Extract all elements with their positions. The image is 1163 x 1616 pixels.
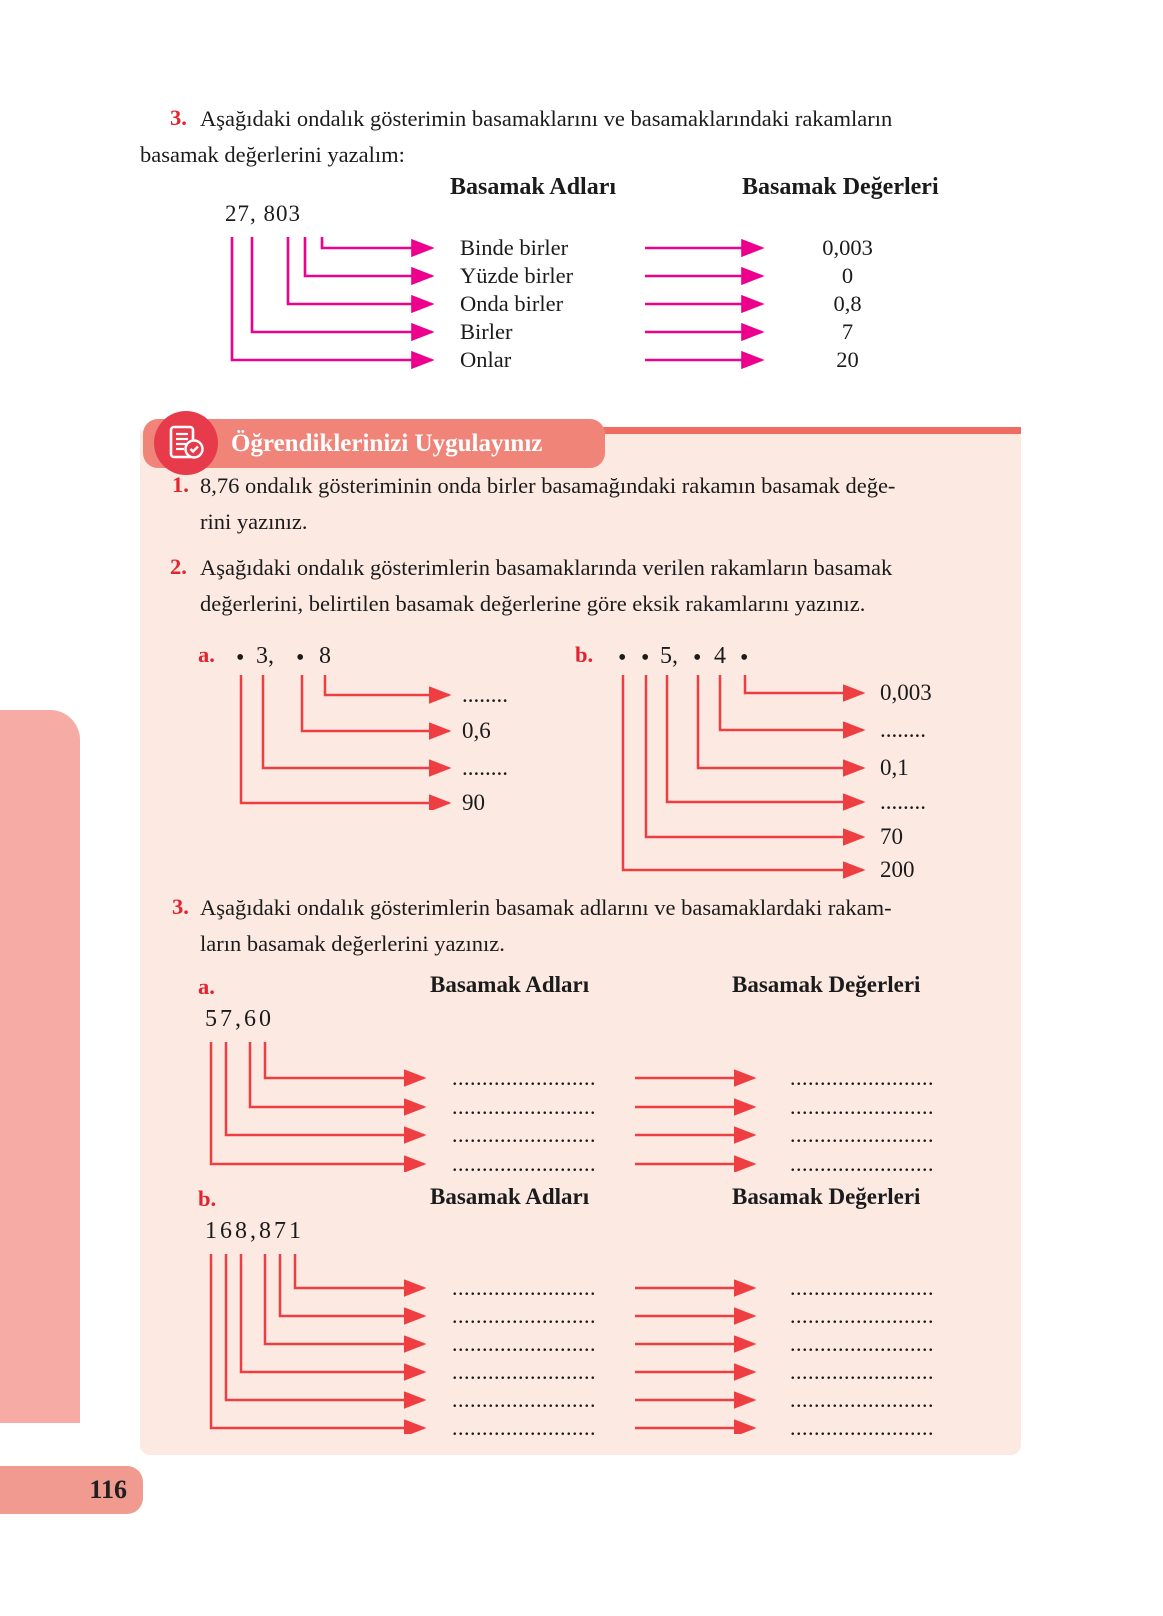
checklist-icon-glyph bbox=[167, 424, 205, 462]
ex3b-value-blank: ........................ bbox=[790, 1303, 934, 1328]
ex3b-name-blank: ........................ bbox=[452, 1275, 596, 1300]
place-name: Yüzde birler bbox=[460, 263, 574, 288]
ex3b-decimal-number: 168,871 bbox=[205, 1218, 304, 1244]
ex3b-name-blank: ........................ bbox=[452, 1303, 596, 1328]
ex2a-label: a. bbox=[198, 642, 215, 667]
ex3b-name-blank: ........................ bbox=[452, 1415, 596, 1440]
ex2b-digit: 5, bbox=[660, 643, 678, 669]
ex3b-value-blank: ........................ bbox=[790, 1331, 934, 1356]
place-name: Onlar bbox=[460, 347, 512, 372]
panel-top-bar bbox=[596, 427, 1021, 434]
ex3a-decimal-number: 57,60 bbox=[205, 1006, 274, 1032]
ex3b-name-blank: ........................ bbox=[452, 1387, 596, 1412]
ex3a-value-blank: ........................ bbox=[790, 1151, 934, 1176]
ex3a-value-blank: ........................ bbox=[790, 1065, 934, 1090]
item3-line2: ların basamak değerlerini yazınız. bbox=[200, 931, 505, 956]
example-header-place-names: Basamak Adları bbox=[450, 174, 617, 200]
place-value: 20 bbox=[836, 347, 859, 372]
ex2a-connector-arrows bbox=[230, 670, 470, 810]
ex2b-label: b. bbox=[575, 642, 594, 667]
example-decimal-number: 27, 803 bbox=[225, 201, 301, 226]
ex2a-digit: 8 bbox=[319, 643, 331, 669]
ex3b-name-blank: ........................ bbox=[452, 1359, 596, 1384]
ex2b-answer: 200 bbox=[880, 857, 915, 882]
ex2a-answer: 0,6 bbox=[462, 718, 491, 743]
ex3a-name-blank: ........................ bbox=[452, 1151, 596, 1176]
ex3b-header-place-values: Basamak Değerleri bbox=[732, 1184, 921, 1209]
ex2b-digit: 4 bbox=[714, 643, 726, 669]
ex3a-header-place-values: Basamak Değerleri bbox=[732, 972, 921, 997]
ex2b-digit: • bbox=[740, 645, 749, 671]
checklist-icon bbox=[154, 411, 218, 475]
ex2b-digit: • bbox=[618, 645, 627, 671]
ex3a-value-blank: ........................ bbox=[790, 1122, 934, 1147]
ex3b-value-blank: ........................ bbox=[790, 1415, 934, 1440]
place-name: Onda birler bbox=[460, 291, 564, 316]
example-intro-line2: basamak değerlerini yazalım: bbox=[140, 142, 405, 167]
ex2b-answer: 70 bbox=[880, 824, 903, 849]
ex2b-answer: ........ bbox=[880, 717, 926, 742]
ex2b-answer: 0,003 bbox=[880, 680, 932, 705]
place-value: 7 bbox=[841, 319, 854, 344]
place-value: 0,003 bbox=[822, 235, 873, 260]
item1-number: 1. bbox=[172, 472, 189, 497]
ex3b-value-blank: ........................ bbox=[790, 1275, 934, 1300]
item1-line1: 8,76 ondalık gösteriminin onda birler basamağındaki rakamın basamak değe- bbox=[200, 473, 896, 498]
ex2b-connector-arrows bbox=[612, 670, 878, 880]
page-number-box bbox=[0, 1466, 143, 1514]
practice-title: Öğrendiklerinizi Uygulayınız bbox=[231, 430, 543, 457]
example-item-number: 3. bbox=[170, 105, 187, 130]
ex2a-answer: 90 bbox=[462, 790, 485, 815]
item2-line2: değerlerini, belirtilen basamak değerlerine göre eksik rakamlarını yazınız. bbox=[200, 591, 866, 616]
ex2b-digit: • bbox=[693, 645, 702, 671]
ex3b-label: b. bbox=[198, 1186, 217, 1211]
ex2b-digit: • bbox=[641, 645, 650, 671]
ex2a-answer: ........ bbox=[462, 755, 508, 780]
ex3a-name-blank: ........................ bbox=[452, 1122, 596, 1147]
ex3b-value-blank: ........................ bbox=[790, 1359, 934, 1384]
ex2b-answer: 0,1 bbox=[880, 755, 909, 780]
ex2a-answer: ........ bbox=[462, 682, 508, 707]
example-intro-line1: Aşağıdaki ondalık gösterimin basamaklarını ve basamaklarındaki rakamların bbox=[200, 106, 893, 131]
place-value: 0 bbox=[841, 263, 854, 288]
item2-line1: Aşağıdaki ondalık gösterimlerin basamaklarında verilen rakamların basamak bbox=[200, 555, 893, 580]
item3-number: 3. bbox=[172, 894, 189, 919]
item3-line1: Aşağıdaki ondalık gösterimlerin basamak adlarını ve basamaklardaki rakam- bbox=[200, 895, 892, 920]
page-number: 116 bbox=[89, 1475, 127, 1504]
ex2a-digit: 3, bbox=[256, 643, 274, 669]
ex2b-answer: ........ bbox=[880, 789, 926, 814]
ex3a-name-blank: ........................ bbox=[452, 1094, 596, 1119]
item2-number: 2. bbox=[170, 554, 187, 579]
example-header-place-values: Basamak Değerleri bbox=[742, 174, 939, 200]
place-name: Birler bbox=[460, 319, 513, 344]
ex3a-name-blank: ........................ bbox=[452, 1065, 596, 1090]
ex3a-label: a. bbox=[198, 974, 215, 999]
ex2a-digit: • bbox=[296, 645, 305, 671]
chapter-side-tab bbox=[0, 710, 80, 1423]
ex3b-name-blank: ........................ bbox=[452, 1331, 596, 1356]
place-value: 0,8 bbox=[833, 291, 862, 316]
ex3a-header-place-names: Basamak Adları bbox=[430, 972, 590, 997]
ex3b-value-blank: ........................ bbox=[790, 1387, 934, 1412]
ex2a-digit: • bbox=[236, 645, 245, 671]
ex3a-value-blank: ........................ bbox=[790, 1094, 934, 1119]
ex3b-header-place-names: Basamak Adları bbox=[430, 1184, 590, 1209]
place-name: Binde birler bbox=[460, 235, 569, 260]
item1-line2: rini yazınız. bbox=[200, 509, 308, 534]
